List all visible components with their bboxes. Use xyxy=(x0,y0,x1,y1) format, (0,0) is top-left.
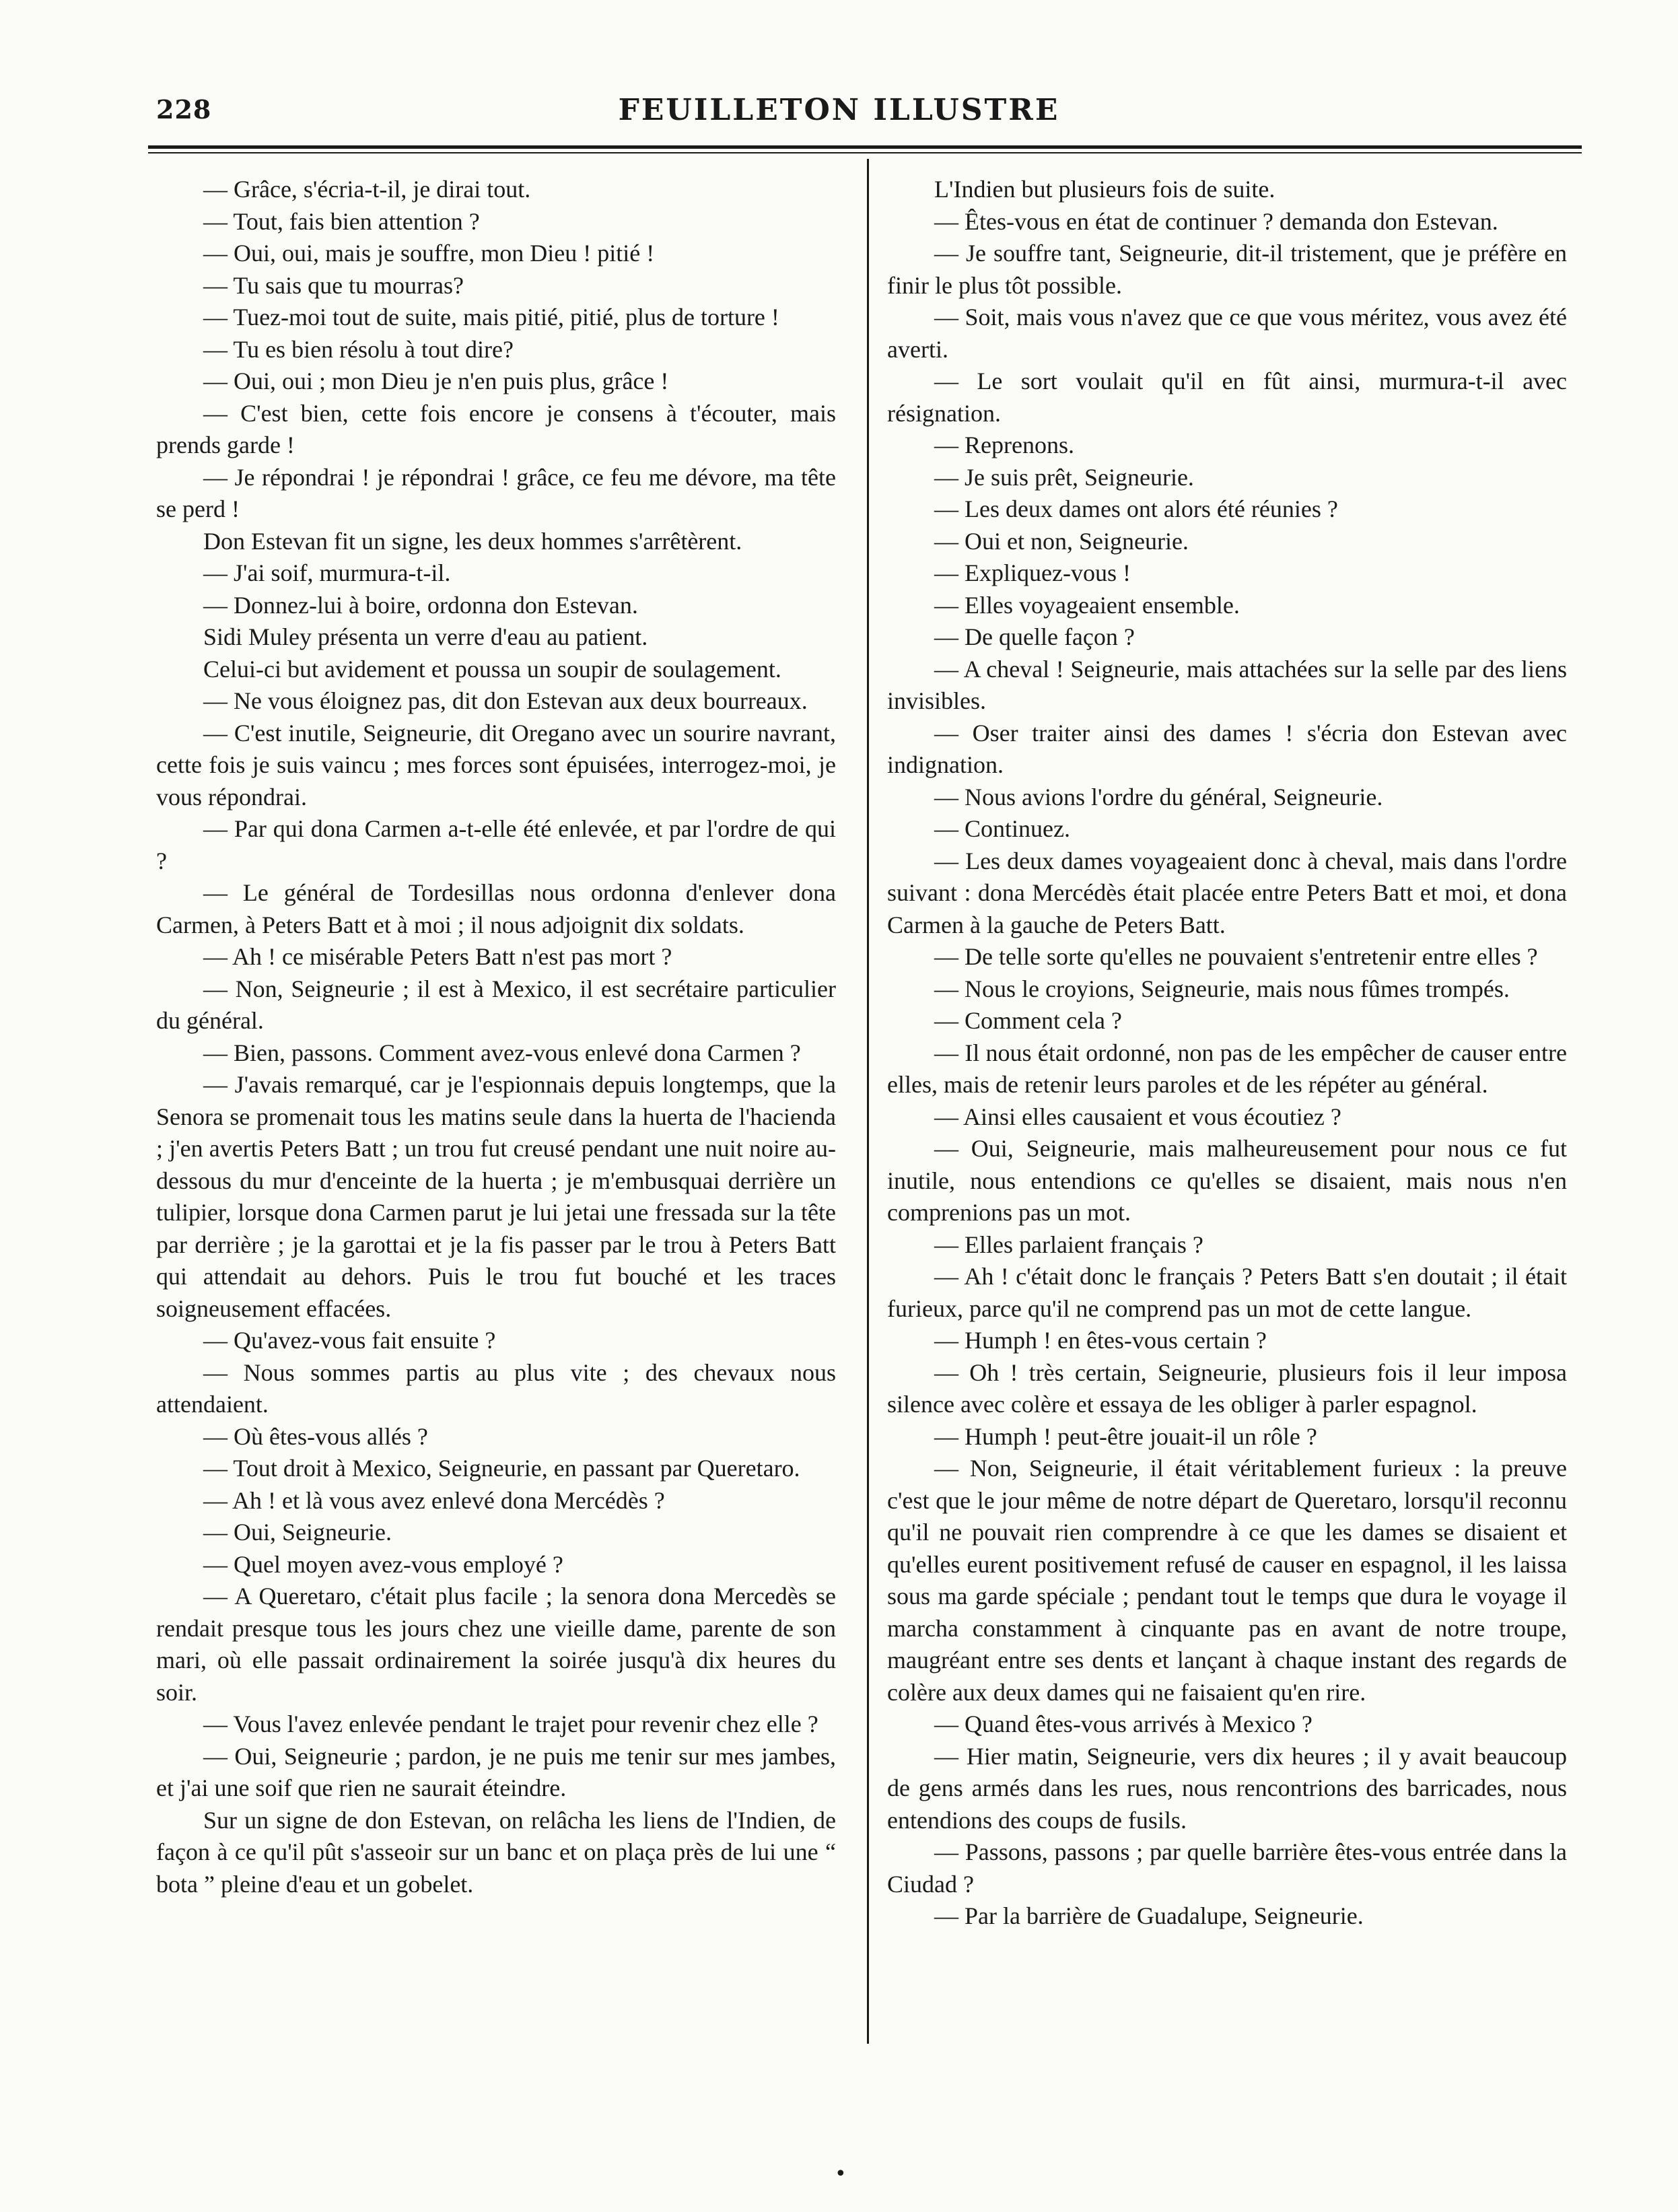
paragraph: — Le sort voulait qu'il en fût ainsi, murmura-t-il avec résignation. xyxy=(887,368,1567,427)
paragraph: — Oui, Seigneurie, mais malheureusement pour nous ce fut inutile, nous entendions ce qu'elles se disaient, mais nous n'en comprenions pas un mot. xyxy=(887,1135,1567,1226)
paragraph: — J'avais remarqué, car je l'espionnais depuis longtemps, que la Senora se promenait tous les matins seule dans la huerta de l'hacienda ; j'en avertis Peters Batt ; un trou fut creusé pendant une nuit noire au-dessous du mur d'enceinte de la huerta ; je m'embusquai derrière un tulipier, lorsque dona Carmen parut je lui jetai une fressada sur la tête par derrière ; je la garottai et je la fis passer par le trou à Peters Batt qui attendait au dehors. Puis le trou fut bouché et les traces soigneusement effacées. xyxy=(156,1071,836,1322)
paragraph: — A Queretaro, c'était plus facile ; la senora dona Mercedès se rendait presque tous les jours chez une vieille dame, parente de son mari, où elle passait ordinairement la soirée jusqu'à dix heures du soir. xyxy=(156,1583,836,1706)
paragraph: — Il nous était ordonné, non pas de les empêcher de causer entre elles, mais de retenir leurs paroles et de les répéter au général. xyxy=(887,1039,1567,1098)
paragraph: — Les deux dames ont alors été réunies ? xyxy=(934,495,1338,522)
paragraph: — Le général de Tordesillas nous ordonna d'enlever dona Carmen, à Peters Batt et à moi ; il nous adjoignit dix soldats. xyxy=(156,879,836,938)
paragraph: — C'est inutile, Seigneurie, dit Oregano avec un sourire navrant, cette fois je suis vaincu ; mes forces sont épuisées, interrogez-moi, je vous répondrai. xyxy=(156,719,836,810)
paragraph: — Les deux dames voyageaient donc à cheval, mais dans l'ordre suivant : dona Mercédès était placée entre Peters Batt et moi, et dona Carmen à la gauche de Peters Batt. xyxy=(887,847,1567,938)
paragraph: — De quelle façon ? xyxy=(934,623,1135,650)
paragraph: Sidi Muley présenta un verre d'eau au patient. xyxy=(203,623,648,650)
paragraph: Sur un signe de don Estevan, on relâcha les liens de l'Indien, de façon à ce qu'il pût s'asseoir sur un banc et on plaça près de lui une “ bota ” pleine d'eau et un gobelet. xyxy=(156,1806,836,1898)
paragraph: — Oser traiter ainsi des dames ! s'écria don Estevan avec indignation. xyxy=(887,719,1567,778)
paragraph: — Ne vous éloignez pas, dit don Estevan aux deux bourreaux. xyxy=(203,687,808,714)
paragraph: — Tout droit à Mexico, Seigneurie, en passant par Queretaro. xyxy=(203,1455,800,1482)
right-column xyxy=(887,174,1567,1933)
paragraph: — Je suis prêt, Seigneurie. xyxy=(934,463,1194,491)
paragraph: — Vous l'avez enlevée pendant le trajet pour revenir chez elle ? xyxy=(203,1710,818,1737)
paragraph: — Qu'avez-vous fait ensuite ? xyxy=(203,1327,496,1354)
paragraph: — Elles voyageaient ensemble. xyxy=(934,591,1240,619)
paragraph: — Ah ! et là vous avez enlevé dona Mercédès ? xyxy=(203,1486,665,1514)
left-column xyxy=(156,174,836,1900)
paragraph: — Nous le croyions, Seigneurie, mais nous fûmes trompés. xyxy=(934,975,1510,1002)
paragraph: — A cheval ! Seigneurie, mais attachées sur la selle par des liens invisibles. xyxy=(887,655,1567,714)
paragraph: — Humph ! peut-être jouait-il un rôle ? xyxy=(934,1422,1317,1450)
paragraph: — Tu sais que tu mourras? xyxy=(203,271,464,299)
page-number: 228 xyxy=(156,94,212,125)
paragraph: — Où êtes-vous allés ? xyxy=(203,1422,428,1450)
paragraph: — Oui, oui, mais je souffre, mon Dieu ! pitié ! xyxy=(203,240,655,267)
paragraph: — Tout, fais bien attention ? xyxy=(203,207,480,235)
paragraph: — C'est bien, cette fois encore je consens à t'écouter, mais prends garde ! xyxy=(156,399,836,458)
paragraph: — Non, Seigneurie, il était véritablement furieux : la preuve c'est que le jour même de notre départ de Queretaro, lorsqu'il reconnu qu'il ne pouvait rien comprendre à ce que les dames se disaient et qu'elles eurent positivement refusé de causer en espagnol, il les laissa sous ma garde spéciale ; pendant tout le temps que dura le voyage il marcha constamment à cinquante pas en avant de notre troupe, maugréant entre ses dents et lançant à chaque instant des regards de colère aux deux dames qui ne faisaient qu'en rire. xyxy=(887,1455,1567,1706)
paragraph: — Nous avions l'ordre du général, Seigneurie. xyxy=(934,783,1383,810)
paragraph: — Oui et non, Seigneurie. xyxy=(934,527,1189,555)
paragraph: — Nous sommes partis au plus vite ; des chevaux nous attendaient. xyxy=(156,1358,836,1418)
paragraph: — Humph ! en êtes-vous certain ? xyxy=(934,1327,1267,1354)
paragraph: Don Estevan fit un signe, les deux hommes s'arrêtèrent. xyxy=(203,527,742,555)
paragraph: — Oui, oui ; mon Dieu je n'en puis plus, grâce ! xyxy=(203,368,669,394)
paragraph: — Soit, mais vous n'avez que ce que vous méritez, vous avez été averti. xyxy=(887,304,1567,363)
paragraph: — Tu es bien résolu à tout dire? xyxy=(203,335,514,363)
paragraph: — Êtes-vous en état de continuer ? demanda don Estevan. xyxy=(934,207,1498,235)
paragraph: — Reprenons. xyxy=(934,431,1074,458)
paragraph: — J'ai soif, murmura-t-il. xyxy=(203,559,451,586)
paragraph: L'Indien but plusieurs fois de suite. xyxy=(934,176,1275,203)
paragraph: — Donnez-lui à boire, ordonna don Estevan. xyxy=(203,591,638,619)
paragraph: — Hier matin, Seigneurie, vers dix heures ; il y avait beaucoup de gens armés dans les rues, nous rencontrions des barricades, nous entendions des coups de fusils. xyxy=(887,1742,1567,1834)
paragraph: — Elles parlaient français ? xyxy=(934,1231,1203,1258)
paragraph: — Par la barrière de Guadalupe, Seigneurie. xyxy=(934,1902,1364,1929)
paragraph: — Passons, passons ; par quelle barrière êtes-vous entrée dans la Ciudad ? xyxy=(887,1838,1567,1898)
header-rule-thick xyxy=(148,145,1582,149)
paragraph: — De telle sorte qu'elles ne pouvaient s'entretenir entre elles ? xyxy=(934,943,1538,970)
header-rule-thin xyxy=(148,152,1582,153)
paragraph: — Bien, passons. Comment avez-vous enlevé dona Carmen ? xyxy=(203,1039,801,1066)
column-divider xyxy=(867,159,869,2044)
paragraph: — Je souffre tant, Seigneurie, dit-il tristement, que je préfère en finir le plus tôt possible. xyxy=(887,240,1567,299)
paragraph: — Ainsi elles causaient et vous écoutiez ? xyxy=(934,1103,1341,1130)
paragraph: — Tuez-moi tout de suite, mais pitié, pitié, plus de torture ! xyxy=(203,304,779,331)
paragraph: — Ah ! ce misérable Peters Batt n'est pas mort ? xyxy=(203,943,672,970)
running-title: FEUILLETON ILLUSTRE xyxy=(618,93,1060,127)
paragraph: — Non, Seigneurie ; il est à Mexico, il est secrétaire particulier du général. xyxy=(156,975,836,1034)
paragraph: — Ah ! c'était donc le français ? Peters Batt s'en doutait ; il était furieux, parce qu'il ne comprend pas un mot de cette langue. xyxy=(887,1263,1567,1322)
footer-mark: • xyxy=(835,2162,847,2186)
paragraph: — Grâce, s'écria-t-il, je dirai tout. xyxy=(203,176,531,203)
paragraph: — Par qui dona Carmen a-t-elle été enlevée, et par l'ordre de qui ? xyxy=(156,815,836,874)
paragraph: — Quel moyen avez-vous employé ? xyxy=(203,1550,563,1578)
paragraph: — Comment cela ? xyxy=(934,1007,1122,1034)
paragraph: Celui-ci but avidement et poussa un soupir de soulagement. xyxy=(203,655,781,683)
paragraph: — Continuez. xyxy=(934,815,1070,842)
page-header xyxy=(0,0,1678,162)
paragraph: — Oui, Seigneurie ; pardon, je ne puis me tenir sur mes jambes, et j'ai une soif que rien ne saurait éteindre. xyxy=(156,1742,836,1801)
paragraph: — Oh ! très certain, Seigneurie, plusieurs fois il leur imposa silence avec colère et essaya de les obliger à parler espagnol. xyxy=(887,1358,1567,1418)
paragraph: — Oui, Seigneurie. xyxy=(203,1519,392,1546)
paragraph: — Quand êtes-vous arrivés à Mexico ? xyxy=(934,1710,1313,1737)
paragraph: — Je répondrai ! je répondrai ! grâce, ce feu me dévore, ma tête se perd ! xyxy=(156,463,836,522)
paragraph: — Expliquez-vous ! xyxy=(934,559,1131,586)
